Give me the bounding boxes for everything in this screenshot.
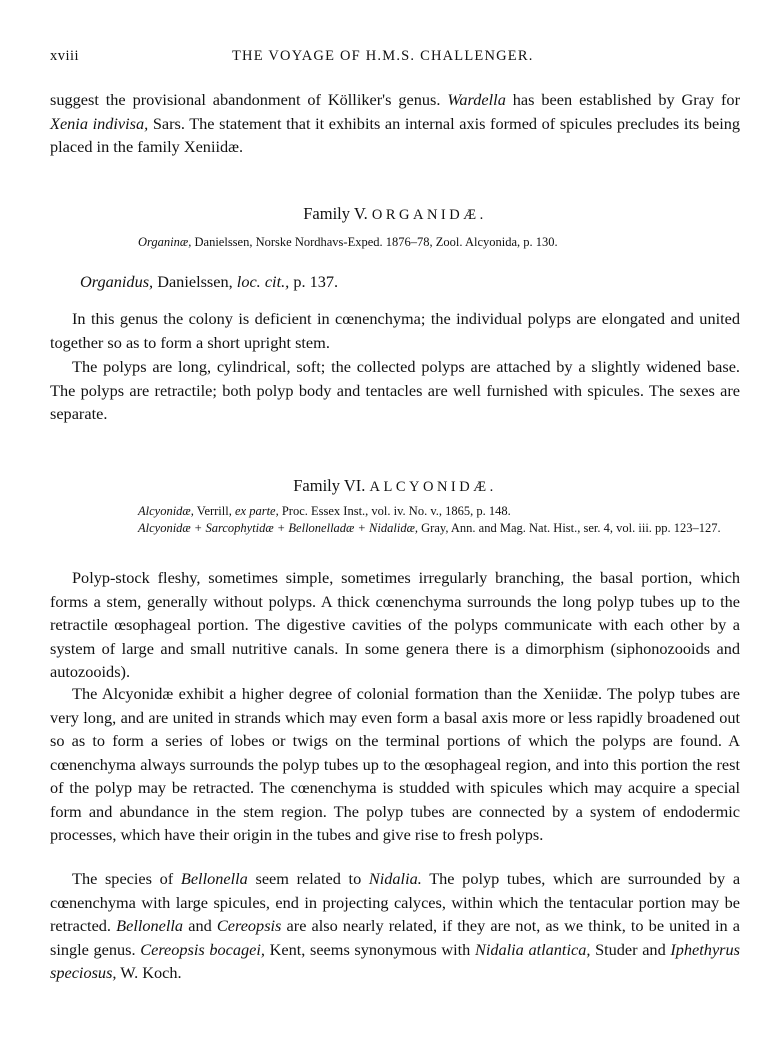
running-title: THE VOYAGE OF H.M.S. CHALLENGER.	[232, 48, 534, 64]
running-header	[50, 48, 740, 68]
family-vi-paragraph-3: The species of Bellonella seem related to Nidalia. The polyp tubes, which are surrounded by a cœnenchyma with large spicules, end in projecting calyces, within which the tentacular portion may be retracted. Bellonella and Cereopsis are also nearly related, if they are not, as we think, to be united in a single genus. Cereopsis bocagei, Kent, seems synonymous with Nidalia atlantica, Studer and Iphethyrus speciosus, W. Koch.	[50, 869, 741, 982]
family-v-synonymy: Organinæ, Danielssen, Norske Nordhavs-Exped. 1876–78, Zool. Alcyonida, p. 130.	[138, 235, 558, 249]
intro-paragraph: suggest the provisional abandonment of Kölliker's genus. Wardella has been established by Gray for Xenia indivisa, Sars. The statement that it exhibits an internal axis formed of spicules precludes its being placed in the family Xeniidæ.	[50, 90, 741, 156]
family-vi-synonymy	[138, 503, 740, 537]
synonymy-line-1: Alcyonidæ, Verrill, ex parte, Proc. Essex Inst., vol. iv. No. v., 1865, p. 148.	[138, 504, 511, 518]
family-v-heading: Family V. ORGANIDÆ.	[303, 204, 487, 223]
family-v-paragraph-2: The polyps are long, cylindrical, soft; the collected polyps are attached by a slightly widened base. The polyps are retractile; both polyp body and tentacles are well furnished with spicules. The sexes are separate.	[50, 357, 740, 423]
family-vi-paragraph-2: The Alcyonidæ exhibit a higher degree of colonial formation than the Xeniidæ. The polyp tubes are very long, and are united in strands which may even form a basal axis more or less rapidly broadened out so as to form a series of lobes or twigs on the terminal portions of which the polyps are found. A cœnenchyma always surrounds the polyp tubes up to the œsophageal region, and into this portion the rest of the polyp may be retracted. The cœnenchyma is studded with spicules which may acquire a special form and abundance in the stem region. The polyp tubes are connected by a system of endodermic processes, which have their origin in the tubes and give rise to fresh polyps.	[50, 684, 740, 844]
page-number: xviii	[50, 48, 80, 64]
genus-organidus-entry: Organidus, Danielssen, loc. cit., p. 137.	[80, 272, 339, 291]
family-vi-heading: Family VI. ALCYONIDÆ.	[293, 476, 497, 495]
family-v-paragraph-1: In this genus the colony is deficient in cœnenchyma; the individual polyps are elongated and united together so as to form a short upright stem.	[50, 309, 740, 352]
family-vi-paragraph-1: Polyp-stock fleshy, sometimes simple, sometimes irregularly branching, the basal portion, which forms a stem, generally without polyps. A thick cœnenchyma surrounds the long polyp tubes up to the retractile œsophageal portion. The digestive cavities of the polyps communicate with each other by a system of large and small nutritive canals. In some genera there is a dimorphism (siphonozooids and autozooids).	[50, 568, 740, 681]
synonymy-line-2: Alcyonidæ + Sarcophytidæ + Bellonelladæ + Nidalidæ, Gray, Ann. and Mag. Nat. Hist., ser. 4, vol. iii. pp. 123–127.	[138, 521, 721, 535]
